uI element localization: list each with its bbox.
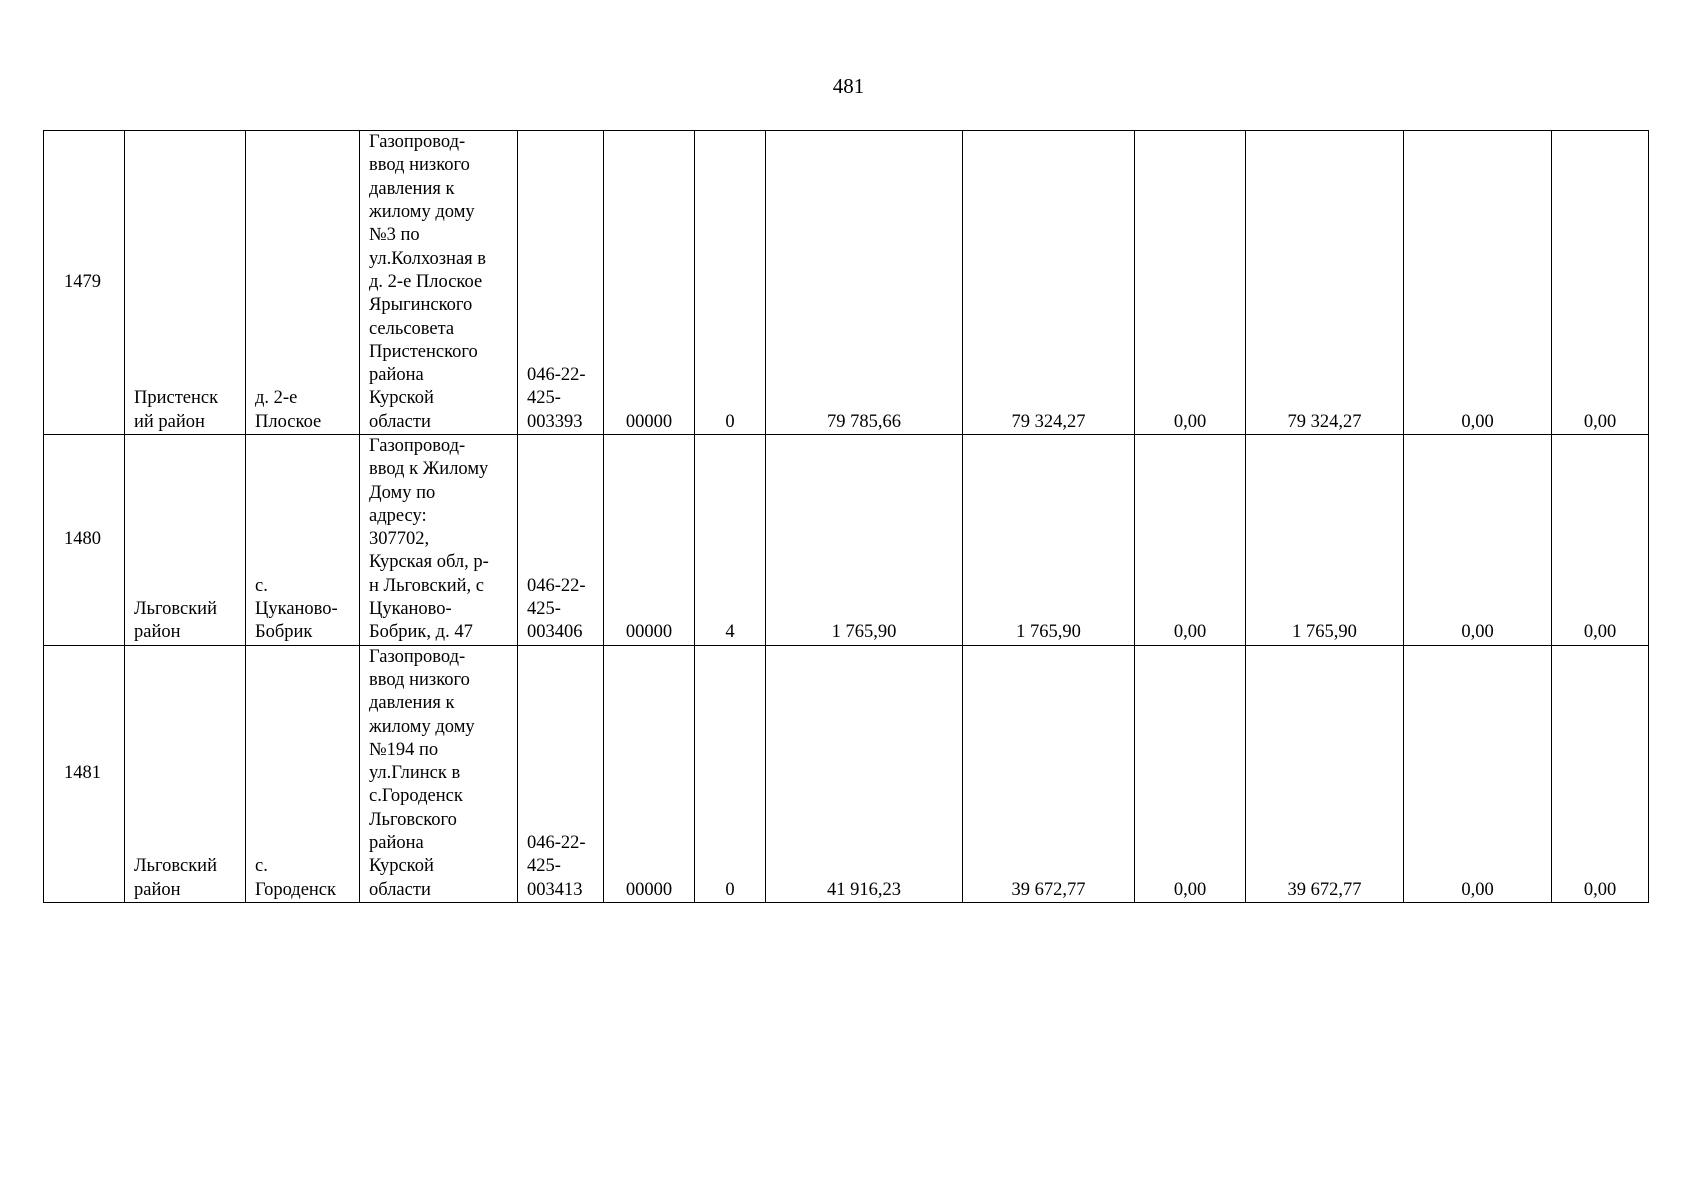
value-cell-5: 0,00 bbox=[1404, 435, 1552, 646]
value-cell-3: 0,00 bbox=[1135, 645, 1246, 902]
value-cell-6: 0,00 bbox=[1552, 645, 1649, 902]
object-name-cell: Газопровод- ввод низкого давления к жилому дому №194 по ул.Глинск в с.Городенск Льговского района Курской области bbox=[360, 645, 518, 902]
code-suffix-cell: 00000 bbox=[604, 435, 695, 646]
code-suffix-cell: 00000 bbox=[604, 645, 695, 902]
row-number: 1479 bbox=[44, 131, 125, 435]
code-suffix-cell: 00000 bbox=[604, 131, 695, 435]
value-cell-4: 39 672,77 bbox=[1246, 645, 1404, 902]
object-name-cell: Газопровод- ввод к Жилому Дому по адресу: 307702, Курская обл, р- н Льговский, с Цуканово- Бобрик, д. 47 bbox=[360, 435, 518, 646]
settlement-cell: с. Городенск bbox=[246, 645, 360, 902]
count-cell: 0 bbox=[695, 645, 766, 902]
row-number: 1481 bbox=[44, 645, 125, 902]
value-cell-6: 0,00 bbox=[1552, 131, 1649, 435]
value-cell-3: 0,00 bbox=[1135, 131, 1246, 435]
value-cell-1: 1 765,90 bbox=[766, 435, 963, 646]
district-cell: Льговский район bbox=[125, 435, 246, 646]
value-cell-3: 0,00 bbox=[1135, 435, 1246, 646]
count-cell: 4 bbox=[695, 435, 766, 646]
value-cell-4: 1 765,90 bbox=[1246, 435, 1404, 646]
table-row bbox=[44, 645, 1649, 902]
value-cell-1: 79 785,66 bbox=[766, 131, 963, 435]
district-cell: Пристенск ий район bbox=[125, 131, 246, 435]
table-row bbox=[44, 131, 1649, 435]
count-cell: 0 bbox=[695, 131, 766, 435]
page-number: 481 bbox=[832, 74, 865, 98]
settlement-cell: с. Цуканово- Бобрик bbox=[246, 435, 360, 646]
value-cell-2: 79 324,27 bbox=[963, 131, 1135, 435]
code-cell: 046-22- 425- 003393 bbox=[518, 131, 604, 435]
registry-table bbox=[43, 130, 1649, 903]
settlement-cell: д. 2-е Плоское bbox=[246, 131, 360, 435]
value-cell-2: 1 765,90 bbox=[963, 435, 1135, 646]
district-cell: Льговский район bbox=[125, 645, 246, 902]
object-name-cell: Газопровод- ввод низкого давления к жилому дому №3 по ул.Колхозная в д. 2-е Плоское Ярыгинского сельсовета Пристенского района Курской области bbox=[360, 131, 518, 435]
value-cell-2: 39 672,77 bbox=[963, 645, 1135, 902]
value-cell-1: 41 916,23 bbox=[766, 645, 963, 902]
row-number: 1480 bbox=[44, 435, 125, 646]
table-row bbox=[44, 435, 1649, 646]
code-cell: 046-22- 425- 003413 bbox=[518, 645, 604, 902]
value-cell-6: 0,00 bbox=[1552, 435, 1649, 646]
value-cell-5: 0,00 bbox=[1404, 645, 1552, 902]
value-cell-5: 0,00 bbox=[1404, 131, 1552, 435]
code-cell: 046-22- 425- 003406 bbox=[518, 435, 604, 646]
value-cell-4: 79 324,27 bbox=[1246, 131, 1404, 435]
